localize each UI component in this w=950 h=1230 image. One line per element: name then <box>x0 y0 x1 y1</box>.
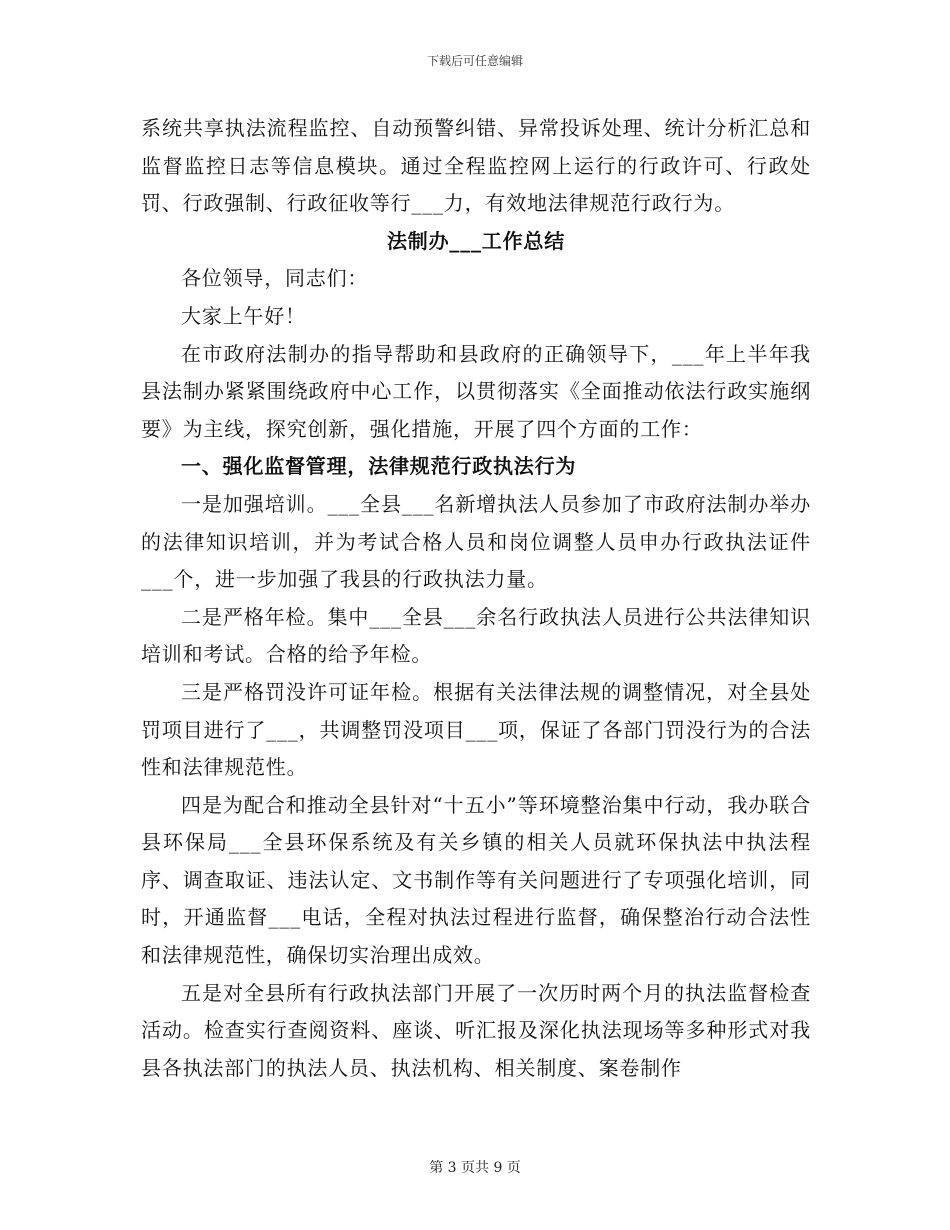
page-number: 第 3 页共 9 页 <box>429 1160 521 1176</box>
paragraph-item-4: 四是为配合和推动全县针对“十五小”等环境整治集中行动，我办联合县环保局___全县环保系统及有关乡镇的相关人员就环保执法中执法程序、调查取证、违法认定、文书制作等有关问题进行了专项强化培训，同时，开通监督___电话，全程对执法过程进行监督，确保整治行动合法性和法律规范性，确保切实治理出成效。 <box>141 792 811 968</box>
section-heading-1: 一、强化监督管理，法律规范行政执法行为 <box>181 454 577 479</box>
salutation: 各位领导，同志们： <box>181 266 369 291</box>
intro-continuation-paragraph: 系统共享执法流程监控、自动预警纠错、异常投诉处理、统计分析汇总和监督监控日志等信息模块。通过全程监控网上运行的行政许可、行政处罚、行政强制、行政征收等行___力，有效地法律规范行政行为。 <box>141 116 811 216</box>
document-body <box>141 110 811 1087</box>
paragraph-item-1: 一是加强培训。___全县___名新增执法人员参加了市政府法制办举办的法律知识培训，并为考试合格人员和岗位调整人员申办行政执法证件___个，进一步加强了我县的行政执法力量。 <box>141 491 811 592</box>
greeting: 大家上午好！ <box>181 303 306 328</box>
document-title: 法制办___工作总结 <box>387 228 565 253</box>
opening-paragraph: 在市政府法制办的指导帮助和县政府的正确领导下，___年上半年我县法制办紧紧围绕政府中心工作，以贯彻落实《全面推动依法行政实施纲要》为主线，探究创新，强化措施，开展了四个方面的工作： <box>141 341 811 441</box>
page-header: 下载后可任意编辑 <box>426 54 523 68</box>
paragraph-item-5: 五是对全县所有行政执法部门开展了一次历时两个月的执法监督检查活动。检查实行查阅资料、座谈、听汇报及深化执法现场等多种形式对我县各执法部门的执法人员、执法机构、相关制度、案卷制作 <box>141 980 811 1080</box>
paragraph-item-3: 三是严格罚没许可证年检。根据有关法律法规的调整情况，对全县处罚项目进行了___，共调整罚没项目___项，保证了各部门罚没行为的合法性和法律规范性。 <box>141 679 811 780</box>
paragraph-item-2: 二是严格年检。集中___全县___余名行政执法人员进行公共法律知识培训和考试。合格的给予年检。 <box>141 604 811 667</box>
